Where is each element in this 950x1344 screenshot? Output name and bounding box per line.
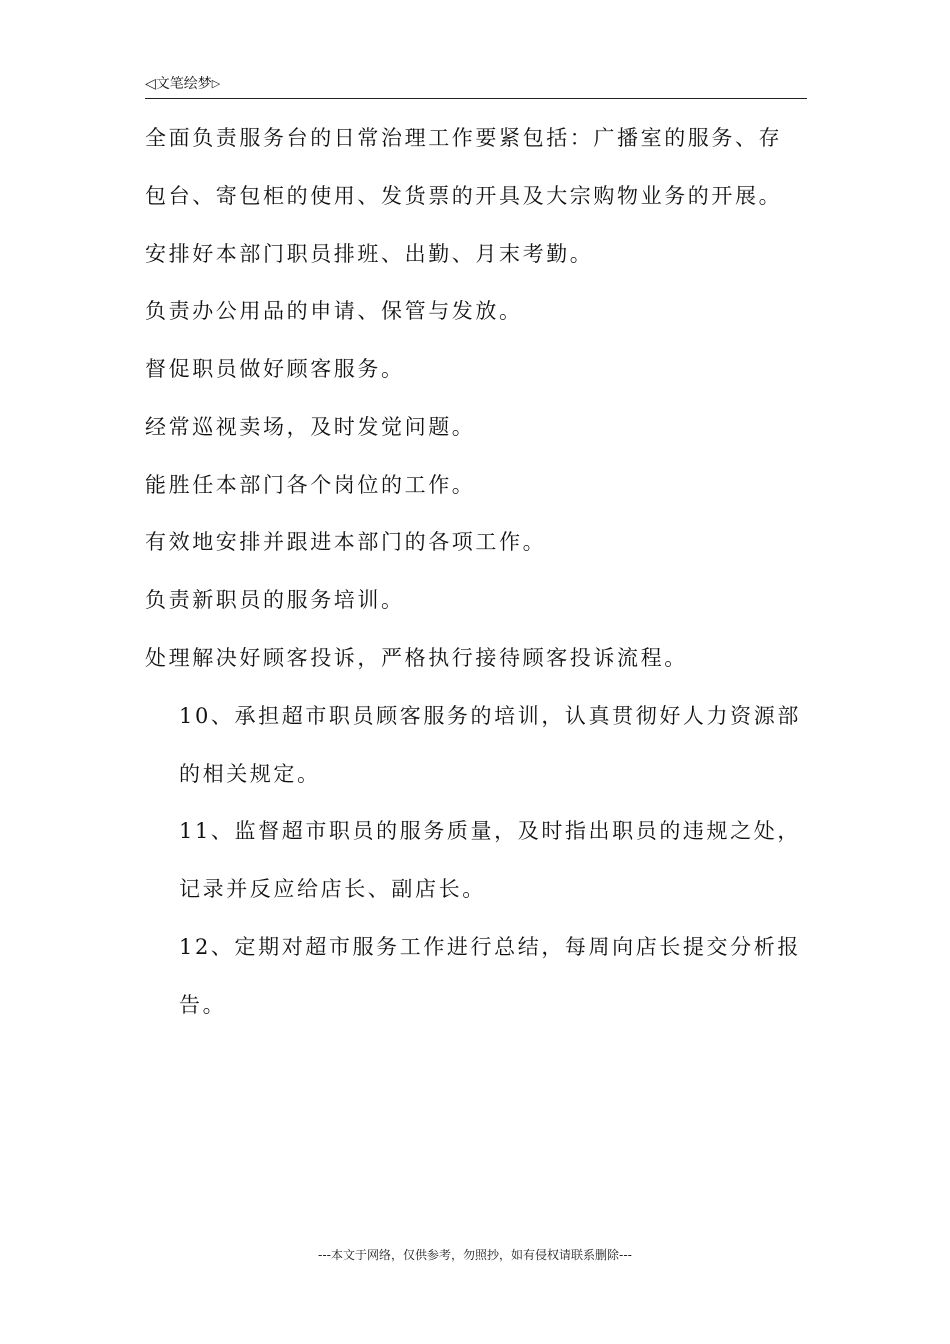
right-triangle-icon: ▷: [211, 77, 221, 90]
page-footer: ---本文于网络，仅供参考，勿照抄，如有侵权请联系删除---: [318, 1248, 632, 1262]
list-item: 负责办公用品的申请、保管与发放。: [145, 299, 523, 323]
list-item: 有效地安排并跟进本部门的各项工作。: [145, 530, 547, 554]
numbered-item-10: 10、承担超市职员顾客服务的培训，认真贯彻好人力资源部: [179, 704, 801, 728]
list-item: 经常巡视卖场，及时发觉问题。: [145, 415, 476, 439]
numbered-item-10-cont: 的相关规定。: [179, 762, 321, 786]
paragraph-line: 全面负责服务台的日常治理工作要紧包括：广播室的服务、存: [145, 126, 783, 150]
numbered-item-11-cont: 记录并反应给店长、副店长。: [179, 877, 486, 901]
left-triangle-icon: ◁: [145, 76, 156, 92]
list-item: 负责新职员的服务培训。: [145, 588, 405, 612]
numbered-item-12: 12、定期对超市服务工作进行总结，每周向店长提交分析报: [179, 935, 801, 959]
list-item: 安排好本部门职员排班、出勤、月末考勤。: [145, 242, 594, 266]
list-item: 督促职员做好顾客服务。: [145, 357, 405, 381]
list-item: 能胜任本部门各个岗位的工作。: [145, 473, 476, 497]
numbered-item-11: 11、监督超市职员的服务质量，及时指出职员的违规之处，: [179, 819, 801, 843]
header-title: 文笔绘梦: [155, 76, 212, 92]
page-header: [145, 72, 807, 99]
numbered-item-12-cont: 告。: [179, 993, 227, 1017]
list-item: 处理解决好顾客投诉，严格执行接待顾客投诉流程。: [145, 646, 688, 670]
paragraph-line: 包台、寄包柜的使用、发货票的开具及大宗购物业务的开展。: [145, 184, 783, 208]
